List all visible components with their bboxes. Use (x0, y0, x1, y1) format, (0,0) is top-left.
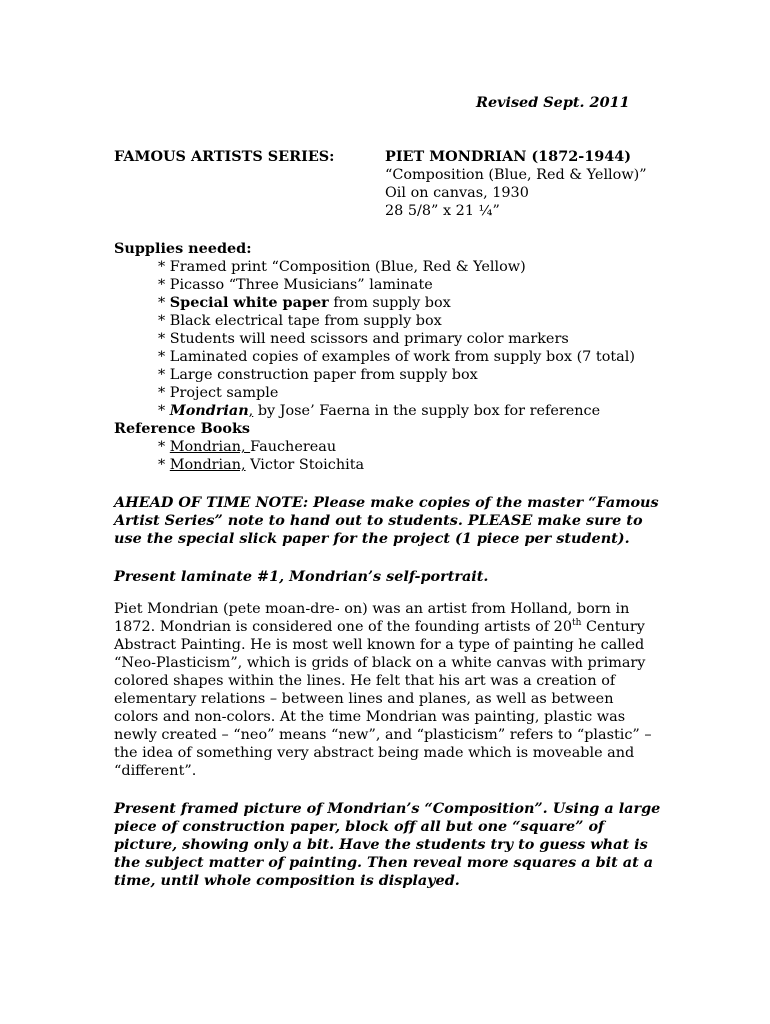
supply-item: * Project sample (158, 385, 279, 401)
supply-item: * Laminated copies of examples of work from supply box (7 total) (158, 349, 635, 365)
book-title: Mondrian, (169, 439, 251, 455)
supply-item: * Students will need scissors and primary color markers (158, 331, 569, 347)
revised-date: Revised Sept. 2011 (476, 94, 630, 111)
supply-item-text: by Jose’ Faerna in the supply box for reference (253, 403, 601, 419)
bio-line: the idea of something very abstract being made which is moveable and (114, 745, 635, 761)
supply-item: * Large construction paper from supply box (158, 367, 478, 383)
reference-heading: Reference Books (114, 420, 251, 437)
bio-line: “different”. (114, 763, 197, 779)
reference-book (158, 456, 364, 474)
bio-text: Century (581, 619, 645, 635)
bio-line: colors and non-colors. At the time Mondrian was painting, plastic was (114, 709, 626, 725)
bio-line: Abstract Painting. He is most well known for a type of painting he called (114, 637, 645, 653)
bullet: * (158, 439, 170, 455)
bio-line: Piet Mondrian (pete moan-dre- on) was an artist from Holland, born in (114, 601, 630, 617)
bio-line: colored shapes within the lines. He felt that his art was a creation of (114, 673, 616, 689)
artist-name: PIET MONDRIAN (1872-1944) (385, 148, 632, 165)
special-paper-label: Special white paper (169, 294, 329, 311)
book-author: Fauchereau (250, 439, 337, 455)
supply-item: * Framed print “Composition (Blue, Red & Yellow) (158, 259, 526, 275)
supply-item (158, 294, 451, 312)
present-composition-instruction: time, until whole composition is displayed. (114, 872, 460, 889)
comma: , (248, 403, 254, 419)
bio-text: 1872. Mondrian is considered one of the founding artists of 20 (114, 619, 572, 635)
present-composition-instruction: picture, showing only a bit. Have the students try to guess what is (114, 836, 648, 853)
book-title: Mondrian (169, 402, 249, 419)
bio-line: elementary relations – between lines and planes, as well as between (114, 691, 614, 707)
present-composition-instruction: piece of construction paper, block off all but one “square” of (114, 818, 605, 835)
supply-item: * Black electrical tape from supply box (158, 313, 442, 329)
supply-item-text: from supply box (328, 295, 451, 311)
series-label: FAMOUS ARTISTS SERIES: (114, 148, 335, 165)
bio-line: newly created – “neo” means “new”, and “plasticism” refers to “plastic” – (114, 727, 652, 743)
book-author: Victor Stoichita (245, 457, 365, 473)
bullet: * (158, 403, 170, 419)
present-composition-instruction: the subject matter of painting. Then reveal more squares a bit at a (114, 854, 654, 871)
bullet: * (158, 457, 170, 473)
supply-item (158, 402, 600, 420)
bio-line: “Neo-Plasticism”, which is grids of black on a white canvas with primary (114, 655, 646, 671)
supplies-heading: Supplies needed: (114, 240, 252, 257)
supply-item: * Picasso “Three Musicians” laminate (158, 277, 433, 293)
work-medium: Oil on canvas, 1930 (385, 185, 529, 201)
bio-line (114, 618, 645, 636)
present-composition-instruction: Present framed picture of Mondrian’s “Composition”. Using a large (114, 800, 661, 817)
ordinal-suffix: th (571, 618, 582, 629)
work-title: “Composition (Blue, Red & Yellow)” (385, 167, 647, 183)
reference-book (158, 438, 336, 456)
work-size: 28 5/8” x 21 ¼” (385, 203, 500, 219)
ahead-note-line: use the special slick paper for the project (1 piece per student). (114, 530, 630, 547)
ahead-note-line: Artist Series” note to hand out to students. PLEASE make sure to (114, 512, 643, 529)
present-laminate-instruction: Present laminate #1, Mondrian’s self-portrait. (114, 568, 489, 585)
bullet: * (158, 295, 170, 311)
book-title: Mondrian, (169, 457, 246, 473)
ahead-note-line: AHEAD OF TIME NOTE: Please make copies of the master “Famous (114, 494, 659, 511)
